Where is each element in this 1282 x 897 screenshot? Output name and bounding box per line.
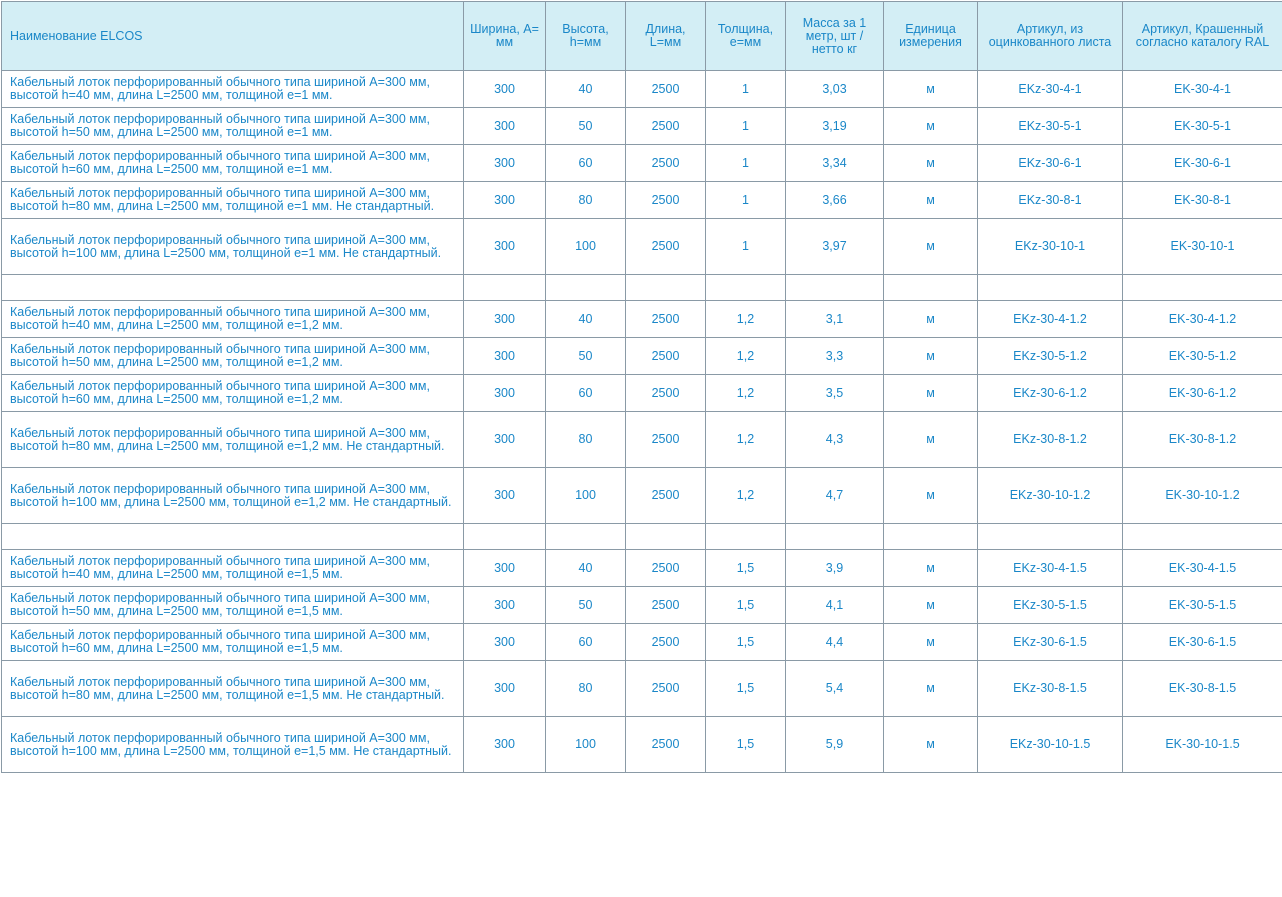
product-table-container <box>1 1 1282 773</box>
cell-sku-ral: EK-30-10-1.5 <box>1123 717 1282 773</box>
spacer-cell <box>464 275 546 301</box>
cell-unit: м <box>884 550 978 587</box>
spacer-cell <box>626 524 706 550</box>
cell-length: 2500 <box>626 624 706 661</box>
cell-sku-zinc: EKz-30-8-1.5 <box>978 661 1123 717</box>
header-height: Высота, h=мм <box>546 2 626 71</box>
cell-sku-zinc: EKz-30-10-1 <box>978 219 1123 275</box>
cell-name: Кабельный лоток перфорированный обычного типа шириной А=300 мм, высотой h=60 мм, длина L=2500 мм, толщиной e=1,2 мм. <box>2 375 464 412</box>
cell-sku-ral: EK-30-8-1.2 <box>1123 412 1282 468</box>
cell-name: Кабельный лоток перфорированный обычного типа шириной А=300 мм, высотой h=40 мм, длина L=2500 мм, толщиной e=1,2 мм. <box>2 301 464 338</box>
cell-sku-zinc: EKz-30-5-1.5 <box>978 587 1123 624</box>
header-mass: Масса за 1 метр, шт / нетто кг <box>786 2 884 71</box>
cell-sku-ral: EK-30-10-1.2 <box>1123 468 1282 524</box>
cell-length: 2500 <box>626 468 706 524</box>
table-row <box>2 661 1282 717</box>
cell-thickness: 1,5 <box>706 624 786 661</box>
cell-height: 100 <box>546 219 626 275</box>
cell-height: 50 <box>546 587 626 624</box>
cell-length: 2500 <box>626 587 706 624</box>
cell-sku-zinc: EKz-30-10-1.5 <box>978 717 1123 773</box>
cell-length: 2500 <box>626 301 706 338</box>
table-row <box>2 108 1282 145</box>
cell-name: Кабельный лоток перфорированный обычного типа шириной А=300 мм, высотой h=60 мм, длина L=2500 мм, толщиной e=1,5 мм. <box>2 624 464 661</box>
cell-mass: 3,97 <box>786 219 884 275</box>
header-sku-ral: Артикул, Крашенный согласно каталогу RAL <box>1123 2 1282 71</box>
cell-name: Кабельный лоток перфорированный обычного типа шириной А=300 мм, высотой h=40 мм, длина L=2500 мм, толщиной e=1 мм. <box>2 71 464 108</box>
cell-sku-zinc: EKz-30-8-1 <box>978 182 1123 219</box>
cell-mass: 3,66 <box>786 182 884 219</box>
spacer-cell <box>546 275 626 301</box>
cell-length: 2500 <box>626 145 706 182</box>
cell-width: 300 <box>464 468 546 524</box>
cell-thickness: 1,2 <box>706 301 786 338</box>
cell-thickness: 1,2 <box>706 338 786 375</box>
cell-unit: м <box>884 219 978 275</box>
cell-mass: 4,3 <box>786 412 884 468</box>
spacer-row <box>2 275 1282 301</box>
spacer-cell <box>706 275 786 301</box>
cell-width: 300 <box>464 624 546 661</box>
cell-name: Кабельный лоток перфорированный обычного типа шириной А=300 мм, высотой h=50 мм, длина L=2500 мм, толщиной e=1,5 мм. <box>2 587 464 624</box>
table-row <box>2 717 1282 773</box>
cell-sku-zinc: EKz-30-5-1.2 <box>978 338 1123 375</box>
cell-thickness: 1 <box>706 71 786 108</box>
cell-name: Кабельный лоток перфорированный обычного типа шириной А=300 мм, высотой h=80 мм, длина L=2500 мм, толщиной e=1 мм. Не стандартный. <box>2 182 464 219</box>
header-length: Длина, L=мм <box>626 2 706 71</box>
cell-unit: м <box>884 587 978 624</box>
cell-unit: м <box>884 71 978 108</box>
cell-length: 2500 <box>626 71 706 108</box>
cell-sku-ral: EK-30-8-1 <box>1123 182 1282 219</box>
table-row <box>2 71 1282 108</box>
cell-length: 2500 <box>626 338 706 375</box>
table-row <box>2 182 1282 219</box>
cell-height: 80 <box>546 412 626 468</box>
cell-sku-zinc: EKz-30-6-1 <box>978 145 1123 182</box>
table-row <box>2 624 1282 661</box>
cell-sku-ral: EK-30-5-1.5 <box>1123 587 1282 624</box>
cell-name: Кабельный лоток перфорированный обычного типа шириной А=300 мм, высотой h=100 мм, длина L=2500 мм, толщиной e=1,5 мм. Не стандартный. <box>2 717 464 773</box>
cell-mass: 3,5 <box>786 375 884 412</box>
cell-unit: м <box>884 412 978 468</box>
cell-mass: 3,34 <box>786 145 884 182</box>
spacer-cell <box>884 275 978 301</box>
cell-mass: 4,1 <box>786 587 884 624</box>
spacer-cell <box>546 524 626 550</box>
cell-unit: м <box>884 108 978 145</box>
cell-thickness: 1 <box>706 219 786 275</box>
spacer-cell <box>978 275 1123 301</box>
cell-width: 300 <box>464 375 546 412</box>
table-row <box>2 219 1282 275</box>
spacer-cell <box>884 524 978 550</box>
cell-length: 2500 <box>626 412 706 468</box>
cell-mass: 3,3 <box>786 338 884 375</box>
cell-length: 2500 <box>626 375 706 412</box>
cell-sku-ral: EK-30-6-1.2 <box>1123 375 1282 412</box>
cell-mass: 5,9 <box>786 717 884 773</box>
cell-height: 60 <box>546 375 626 412</box>
cell-thickness: 1 <box>706 108 786 145</box>
cell-thickness: 1,2 <box>706 375 786 412</box>
table-row <box>2 375 1282 412</box>
cell-length: 2500 <box>626 219 706 275</box>
cell-width: 300 <box>464 338 546 375</box>
cell-height: 100 <box>546 468 626 524</box>
cell-sku-zinc: EKz-30-6-1.5 <box>978 624 1123 661</box>
cell-height: 60 <box>546 145 626 182</box>
cell-thickness: 1 <box>706 145 786 182</box>
cell-sku-zinc: EKz-30-6-1.2 <box>978 375 1123 412</box>
cell-sku-ral: EK-30-5-1 <box>1123 108 1282 145</box>
cell-width: 300 <box>464 71 546 108</box>
cell-length: 2500 <box>626 182 706 219</box>
cell-length: 2500 <box>626 661 706 717</box>
cell-width: 300 <box>464 219 546 275</box>
cell-mass: 3,9 <box>786 550 884 587</box>
table-row <box>2 338 1282 375</box>
cell-unit: м <box>884 661 978 717</box>
cell-sku-ral: EK-30-6-1 <box>1123 145 1282 182</box>
cell-mass: 4,7 <box>786 468 884 524</box>
cell-thickness: 1,2 <box>706 468 786 524</box>
table-row <box>2 145 1282 182</box>
cell-length: 2500 <box>626 717 706 773</box>
spacer-cell <box>786 524 884 550</box>
cell-sku-zinc: EKz-30-4-1.2 <box>978 301 1123 338</box>
cell-name: Кабельный лоток перфорированный обычного типа шириной А=300 мм, высотой h=80 мм, длина L=2500 мм, толщиной e=1,2 мм. Не стандартный. <box>2 412 464 468</box>
cell-name: Кабельный лоток перфорированный обычного типа шириной А=300 мм, высотой h=100 мм, длина L=2500 мм, толщиной e=1 мм. Не стандартный. <box>2 219 464 275</box>
cell-width: 300 <box>464 412 546 468</box>
cell-sku-zinc: EKz-30-8-1.2 <box>978 412 1123 468</box>
spacer-cell <box>706 524 786 550</box>
cell-sku-ral: EK-30-8-1.5 <box>1123 661 1282 717</box>
cell-sku-ral: EK-30-10-1 <box>1123 219 1282 275</box>
cell-thickness: 1,2 <box>706 412 786 468</box>
cell-width: 300 <box>464 717 546 773</box>
cell-name: Кабельный лоток перфорированный обычного типа шириной А=300 мм, высотой h=80 мм, длина L=2500 мм, толщиной e=1,5 мм. Не стандартный. <box>2 661 464 717</box>
header-name: Наименование ELCOS <box>2 2 464 71</box>
cell-sku-ral: EK-30-4-1.2 <box>1123 301 1282 338</box>
cell-name: Кабельный лоток перфорированный обычного типа шириной А=300 мм, высотой h=50 мм, длина L=2500 мм, толщиной e=1 мм. <box>2 108 464 145</box>
cell-height: 80 <box>546 182 626 219</box>
cell-unit: м <box>884 717 978 773</box>
spacer-cell <box>1123 524 1282 550</box>
cell-sku-zinc: EKz-30-10-1.2 <box>978 468 1123 524</box>
cell-unit: м <box>884 468 978 524</box>
table-row <box>2 412 1282 468</box>
cell-width: 300 <box>464 301 546 338</box>
table-body <box>2 71 1282 773</box>
cell-sku-zinc: EKz-30-5-1 <box>978 108 1123 145</box>
cell-unit: м <box>884 375 978 412</box>
table-row <box>2 301 1282 338</box>
cell-unit: м <box>884 301 978 338</box>
cell-sku-zinc: EKz-30-4-1.5 <box>978 550 1123 587</box>
cell-thickness: 1 <box>706 182 786 219</box>
cell-mass: 3,19 <box>786 108 884 145</box>
cell-mass: 5,4 <box>786 661 884 717</box>
spacer-cell <box>786 275 884 301</box>
header-thickness: Толщина, e=мм <box>706 2 786 71</box>
cell-mass: 3,03 <box>786 71 884 108</box>
cell-height: 40 <box>546 71 626 108</box>
cell-width: 300 <box>464 182 546 219</box>
cell-thickness: 1,5 <box>706 550 786 587</box>
cell-unit: м <box>884 338 978 375</box>
table-header-row <box>2 2 1282 71</box>
cell-mass: 3,1 <box>786 301 884 338</box>
cell-height: 50 <box>546 108 626 145</box>
cell-name: Кабельный лоток перфорированный обычного типа шириной А=300 мм, высотой h=100 мм, длина L=2500 мм, толщиной e=1,2 мм. Не стандартный. <box>2 468 464 524</box>
cell-sku-ral: EK-30-4-1 <box>1123 71 1282 108</box>
spacer-cell <box>626 275 706 301</box>
cell-sku-ral: EK-30-4-1.5 <box>1123 550 1282 587</box>
cell-width: 300 <box>464 108 546 145</box>
cell-length: 2500 <box>626 108 706 145</box>
cell-name: Кабельный лоток перфорированный обычного типа шириной А=300 мм, высотой h=40 мм, длина L=2500 мм, толщиной e=1,5 мм. <box>2 550 464 587</box>
cell-length: 2500 <box>626 550 706 587</box>
cell-sku-ral: EK-30-5-1.2 <box>1123 338 1282 375</box>
spacer-row <box>2 524 1282 550</box>
cell-sku-zinc: EKz-30-4-1 <box>978 71 1123 108</box>
cell-sku-ral: EK-30-6-1.5 <box>1123 624 1282 661</box>
cell-width: 300 <box>464 587 546 624</box>
cell-unit: м <box>884 182 978 219</box>
table-row <box>2 550 1282 587</box>
header-unit: Единица измерения <box>884 2 978 71</box>
cell-thickness: 1,5 <box>706 661 786 717</box>
cell-width: 300 <box>464 550 546 587</box>
cell-height: 80 <box>546 661 626 717</box>
cell-height: 40 <box>546 550 626 587</box>
cell-height: 100 <box>546 717 626 773</box>
spacer-cell <box>464 524 546 550</box>
cell-unit: м <box>884 145 978 182</box>
table-row <box>2 587 1282 624</box>
cell-height: 50 <box>546 338 626 375</box>
cell-height: 40 <box>546 301 626 338</box>
header-width: Ширина, А= мм <box>464 2 546 71</box>
cell-thickness: 1,5 <box>706 587 786 624</box>
cell-unit: м <box>884 624 978 661</box>
table-row <box>2 468 1282 524</box>
cell-height: 60 <box>546 624 626 661</box>
cell-thickness: 1,5 <box>706 717 786 773</box>
spacer-cell <box>2 275 464 301</box>
product-table <box>1 1 1282 773</box>
spacer-cell <box>978 524 1123 550</box>
header-sku-zinc: Артикул, из оцинкованного листа <box>978 2 1123 71</box>
cell-mass: 4,4 <box>786 624 884 661</box>
spacer-cell <box>1123 275 1282 301</box>
spacer-cell <box>2 524 464 550</box>
cell-width: 300 <box>464 145 546 182</box>
cell-name: Кабельный лоток перфорированный обычного типа шириной А=300 мм, высотой h=60 мм, длина L=2500 мм, толщиной e=1 мм. <box>2 145 464 182</box>
cell-width: 300 <box>464 661 546 717</box>
cell-name: Кабельный лоток перфорированный обычного типа шириной А=300 мм, высотой h=50 мм, длина L=2500 мм, толщиной e=1,2 мм. <box>2 338 464 375</box>
